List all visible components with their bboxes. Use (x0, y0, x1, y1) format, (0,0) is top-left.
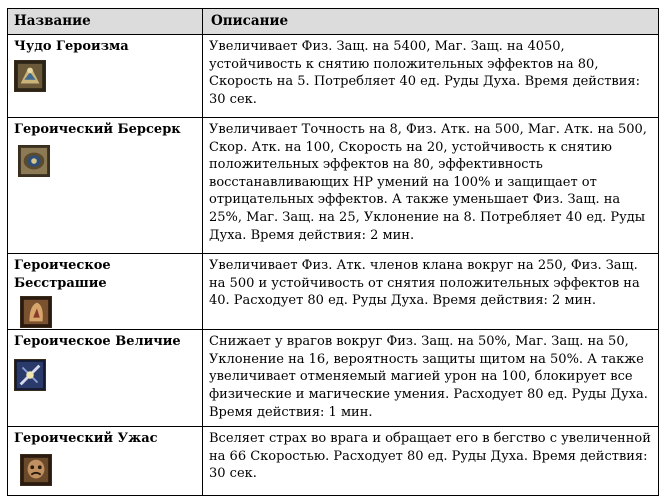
skill-name: Героический Берсерк (14, 122, 181, 137)
table-row (8, 254, 659, 330)
table-row (8, 330, 659, 427)
skill-description: Увеличивает Точность на 8, Физ. Атк. на 500, Маг. Атк. на 500, Скор. Атк. на 100, Скорость на 20, устойчивость к снятию положительных эффектов на 80, эффективность восстанавливающих HP умений на 100% и защищает от отрицательных эффектов. А также уменьшает Физ. Защ. на 25%, Маг. Защ. на 25, Уклонение на 8. Потребляет 40 ед. Руды Духа. Время действия: 2 мин. (203, 118, 659, 254)
skill-name: Героическое Величие (14, 334, 181, 350)
skill-name: Чудо Героизма (14, 39, 129, 54)
skill-name-cell (8, 254, 203, 330)
header-name: Название (8, 9, 203, 35)
heroic-miracle-icon (14, 60, 46, 92)
heroic-valor-icon (20, 296, 52, 328)
skill-name: Героическое Бесстрашие (14, 258, 111, 291)
table-row (8, 427, 659, 496)
skill-name: Героический Ужас (14, 431, 158, 447)
skill-name-cell (8, 118, 203, 254)
table-row (8, 35, 659, 118)
heroic-dread-icon (20, 454, 52, 486)
header-description: Описание (203, 9, 659, 35)
table-row (8, 118, 659, 254)
skill-description: Увеличивает Физ. Атк. членов клана вокруг на 250, Физ. Защ. на 500 и устойчивость от снятия положительных эффектов на 40. Расходует 80 ед. Руды Духа. Время действия: 2 мин. (203, 254, 659, 330)
heroic-berserker-icon (18, 145, 50, 177)
skill-name-cell (8, 427, 203, 496)
skills-table (7, 8, 659, 496)
skill-name-cell (8, 35, 203, 118)
skill-description: Снижает у врагов вокруг Физ. Защ. на 50%, Маг. Защ. на 50, Уклонение на 16, вероятность защиты щитом на 50%. А также увеличивает отменяемый магией урон на 100, блокирует все физические и магические умения. Расходует 80 ед. Руды Духа. Время действия: 1 мин. (203, 330, 659, 427)
table-header-row (8, 9, 659, 35)
skill-name-cell (8, 330, 203, 427)
skill-description: Вселяет страх во врага и обращает его в бегство с увеличенной на 66 Скоростью. Расходует 80 ед. Руды Духа. Время действия: 30 сек. (203, 427, 659, 496)
heroic-grandeur-icon (14, 359, 46, 391)
skill-description: Увеличивает Физ. Защ. на 5400, Маг. Защ. на 4050, устойчивость к снятию положительных эффектов на 80, Скорость на 5. Потребляет 40 ед. Руды Духа. Время действия: 30 сек. (203, 35, 659, 118)
